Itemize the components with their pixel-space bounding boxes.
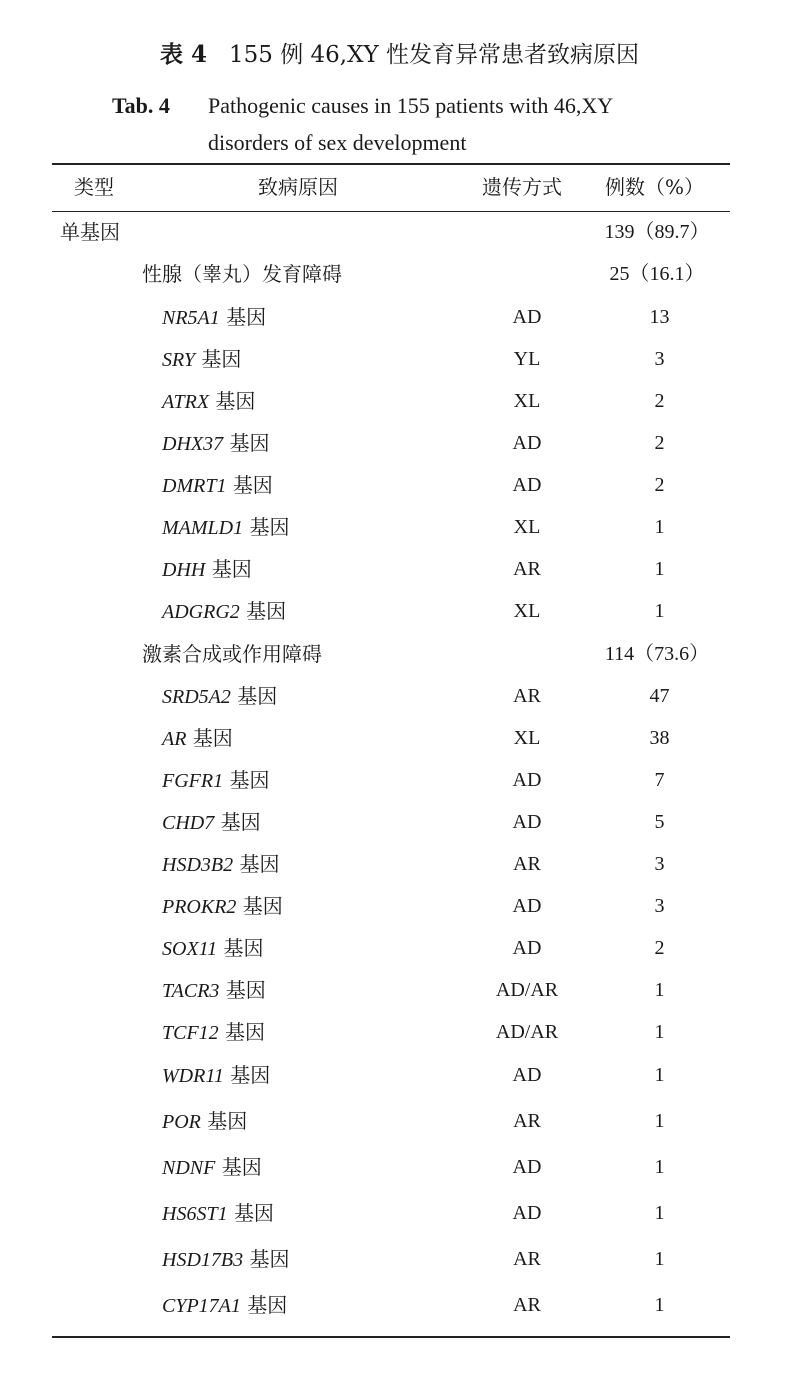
case-count: 13 — [649, 306, 670, 328]
case-count: 2 — [654, 432, 665, 454]
header-inheritance-mode: 遗传方式 — [482, 175, 562, 199]
table-row — [52, 1101, 730, 1141]
subcategory-row-gonadal — [52, 254, 730, 294]
gene-cell — [162, 1285, 287, 1326]
table-row — [52, 1147, 730, 1187]
table-row — [52, 381, 730, 421]
case-count: 2 — [654, 390, 665, 412]
inheritance-mode: AR — [513, 1294, 541, 1316]
header-count: 例数（%） — [605, 175, 705, 199]
case-count: 2 — [654, 937, 665, 959]
table-label-english: Tab. 4 — [112, 93, 170, 118]
header-cause: 致病原因 — [258, 175, 338, 199]
gene-cell — [162, 1055, 270, 1096]
gene-cell — [162, 297, 266, 338]
table-row — [52, 928, 730, 968]
table-row — [52, 465, 730, 505]
gene-cell — [162, 423, 269, 464]
table-row — [52, 676, 730, 716]
table-row — [52, 1193, 730, 1233]
case-count: 1 — [654, 1294, 665, 1316]
gene-suffix: 基因 — [239, 852, 280, 876]
inheritance-mode: AR — [513, 853, 541, 875]
gene-cell — [162, 886, 283, 927]
inheritance-mode: AD — [512, 895, 542, 917]
case-count: 1 — [654, 1110, 665, 1132]
gene-suffix: 基因 — [237, 684, 278, 708]
gene-cell — [162, 339, 241, 380]
gene-suffix: 基因 — [215, 389, 256, 413]
inheritance-mode: AR — [513, 1110, 541, 1132]
category-count: 139（89.7） — [604, 221, 710, 243]
table-row — [52, 1285, 730, 1325]
table-row — [52, 591, 730, 631]
gene-suffix: 基因 — [225, 978, 266, 1002]
case-count: 1 — [654, 1064, 665, 1086]
table-title-english-line2: disorders of sex development — [208, 130, 467, 155]
inheritance-mode: YL — [513, 348, 541, 370]
inheritance-mode: AD — [512, 474, 542, 496]
gene-symbol: DMRT1 — [162, 475, 227, 497]
gene-suffix: 基因 — [207, 1109, 248, 1133]
inheritance-mode: XL — [513, 600, 541, 622]
gene-symbol: TCF12 — [162, 1022, 219, 1044]
table-row — [52, 886, 730, 926]
gene-cell — [162, 507, 289, 548]
gene-symbol: WDR11 — [162, 1065, 224, 1087]
table-row — [52, 507, 730, 547]
gene-symbol: CYP17A1 — [162, 1295, 241, 1317]
table-title-chinese-text: 155 例 46,XY 性发育异常患者致病原因 — [229, 42, 639, 68]
gene-symbol: CHD7 — [162, 812, 215, 834]
gene-cell — [162, 760, 269, 801]
gene-suffix: 基因 — [230, 1063, 271, 1087]
table-row — [52, 844, 730, 884]
inheritance-mode: XL — [513, 727, 541, 749]
inheritance-mode: XL — [513, 516, 541, 538]
category-name: 单基因 — [60, 220, 120, 244]
gene-symbol: DHX37 — [162, 433, 224, 455]
gene-cell — [162, 591, 286, 632]
gene-symbol: HSD17B3 — [162, 1249, 244, 1271]
header-type: 类型 — [74, 175, 114, 199]
gene-symbol: NDNF — [162, 1157, 216, 1179]
case-count: 1 — [654, 979, 665, 1001]
case-count: 1 — [654, 1248, 665, 1270]
gene-symbol: NR5A1 — [162, 307, 220, 329]
gene-suffix: 基因 — [249, 515, 290, 539]
gene-suffix: 基因 — [246, 599, 287, 623]
table-header-row — [52, 167, 730, 207]
gene-cell — [162, 1012, 265, 1053]
case-count: 1 — [654, 600, 665, 622]
case-count: 38 — [649, 727, 670, 749]
inheritance-mode: AD — [512, 1064, 542, 1086]
gene-cell — [162, 1101, 247, 1142]
gene-suffix: 基因 — [192, 726, 233, 750]
gene-suffix: 基因 — [242, 894, 283, 918]
table-row — [52, 339, 730, 379]
table-row — [52, 423, 730, 463]
subcategory-count: 114（73.6） — [604, 643, 710, 665]
gene-symbol: TACR3 — [162, 980, 220, 1002]
gene-symbol: FGFR1 — [162, 770, 224, 792]
inheritance-mode: AR — [513, 685, 541, 707]
gene-suffix: 基因 — [223, 936, 264, 960]
inheritance-mode: AR — [513, 558, 541, 580]
subcategory-row-hormone — [52, 634, 730, 674]
gene-suffix: 基因 — [249, 1247, 290, 1271]
gene-symbol: DHH — [162, 559, 206, 581]
gene-symbol: POR — [162, 1111, 201, 1133]
case-count: 1 — [654, 558, 665, 580]
table-row — [52, 297, 730, 337]
gene-suffix: 基因 — [229, 768, 270, 792]
inheritance-mode: AD/AR — [495, 1021, 559, 1043]
inheritance-mode: AD — [512, 306, 542, 328]
table-label-chinese: 表 4 — [160, 41, 208, 68]
table-row — [52, 718, 730, 758]
table-title-english-line1: Pathogenic causes in 155 patients with 46,XY — [208, 93, 614, 118]
gene-suffix: 基因 — [233, 1201, 274, 1225]
gene-suffix: 基因 — [226, 305, 267, 329]
table-row — [52, 760, 730, 800]
table-row — [52, 549, 730, 589]
subcategory-count: 25（16.1） — [609, 263, 705, 285]
table-title-chinese — [0, 40, 799, 70]
table-bottom-rule — [52, 1336, 730, 1338]
case-count: 3 — [654, 853, 665, 875]
case-count: 1 — [654, 1021, 665, 1043]
table-row — [52, 970, 730, 1010]
case-count: 5 — [654, 811, 665, 833]
gene-cell — [162, 718, 233, 759]
category-row-monogenic — [52, 212, 730, 252]
table-row — [52, 1239, 730, 1279]
case-count: 3 — [654, 348, 665, 370]
table-row — [52, 1055, 730, 1095]
gene-suffix: 基因 — [221, 1155, 262, 1179]
gene-symbol: ATRX — [162, 391, 210, 413]
case-count: 2 — [654, 474, 665, 496]
inheritance-mode: AD — [512, 811, 542, 833]
case-count: 7 — [654, 769, 665, 791]
gene-symbol: HS6ST1 — [162, 1203, 228, 1225]
inheritance-mode: AD — [512, 769, 542, 791]
inheritance-mode: AD/AR — [495, 979, 559, 1001]
case-count: 1 — [654, 516, 665, 538]
gene-cell — [162, 549, 252, 590]
gene-suffix: 基因 — [211, 557, 252, 581]
case-count: 1 — [654, 1156, 665, 1178]
gene-cell — [162, 970, 266, 1011]
gene-symbol: HSD3B2 — [162, 854, 234, 876]
gene-symbol: SOX11 — [162, 938, 218, 960]
gene-cell — [162, 676, 277, 717]
table-row — [52, 802, 730, 842]
gene-suffix: 基因 — [220, 810, 261, 834]
gene-suffix: 基因 — [201, 347, 242, 371]
gene-symbol: MAMLD1 — [162, 517, 244, 539]
inheritance-mode: AR — [513, 1248, 541, 1270]
gene-cell — [162, 381, 255, 422]
gene-symbol: PROKR2 — [162, 896, 237, 918]
subcategory-name: 性腺（睾丸）发育障碍 — [142, 262, 342, 286]
inheritance-mode: AD — [512, 432, 542, 454]
gene-cell — [162, 844, 279, 885]
gene-suffix: 基因 — [232, 473, 273, 497]
gene-cell — [162, 1147, 262, 1188]
gene-cell — [162, 928, 264, 969]
gene-cell — [162, 465, 273, 506]
gene-symbol: SRD5A2 — [162, 686, 231, 708]
subcategory-name: 激素合成或作用障碍 — [142, 642, 322, 666]
gene-cell — [162, 1239, 289, 1280]
inheritance-mode: AD — [512, 1156, 542, 1178]
case-count: 3 — [654, 895, 665, 917]
case-count: 1 — [654, 1202, 665, 1224]
gene-symbol: AR — [162, 728, 187, 750]
case-count: 47 — [649, 685, 670, 707]
inheritance-mode: XL — [513, 390, 541, 412]
inheritance-mode: AD — [512, 937, 542, 959]
gene-suffix: 基因 — [247, 1293, 288, 1317]
gene-suffix: 基因 — [225, 1020, 266, 1044]
gene-symbol: ADGRG2 — [162, 601, 240, 623]
inheritance-mode: AD — [512, 1202, 542, 1224]
gene-cell — [162, 802, 261, 843]
table-top-rule — [52, 163, 730, 165]
gene-suffix: 基因 — [229, 431, 270, 455]
gene-cell — [162, 1193, 274, 1234]
table-row — [52, 1012, 730, 1052]
gene-symbol: SRY — [162, 349, 195, 371]
